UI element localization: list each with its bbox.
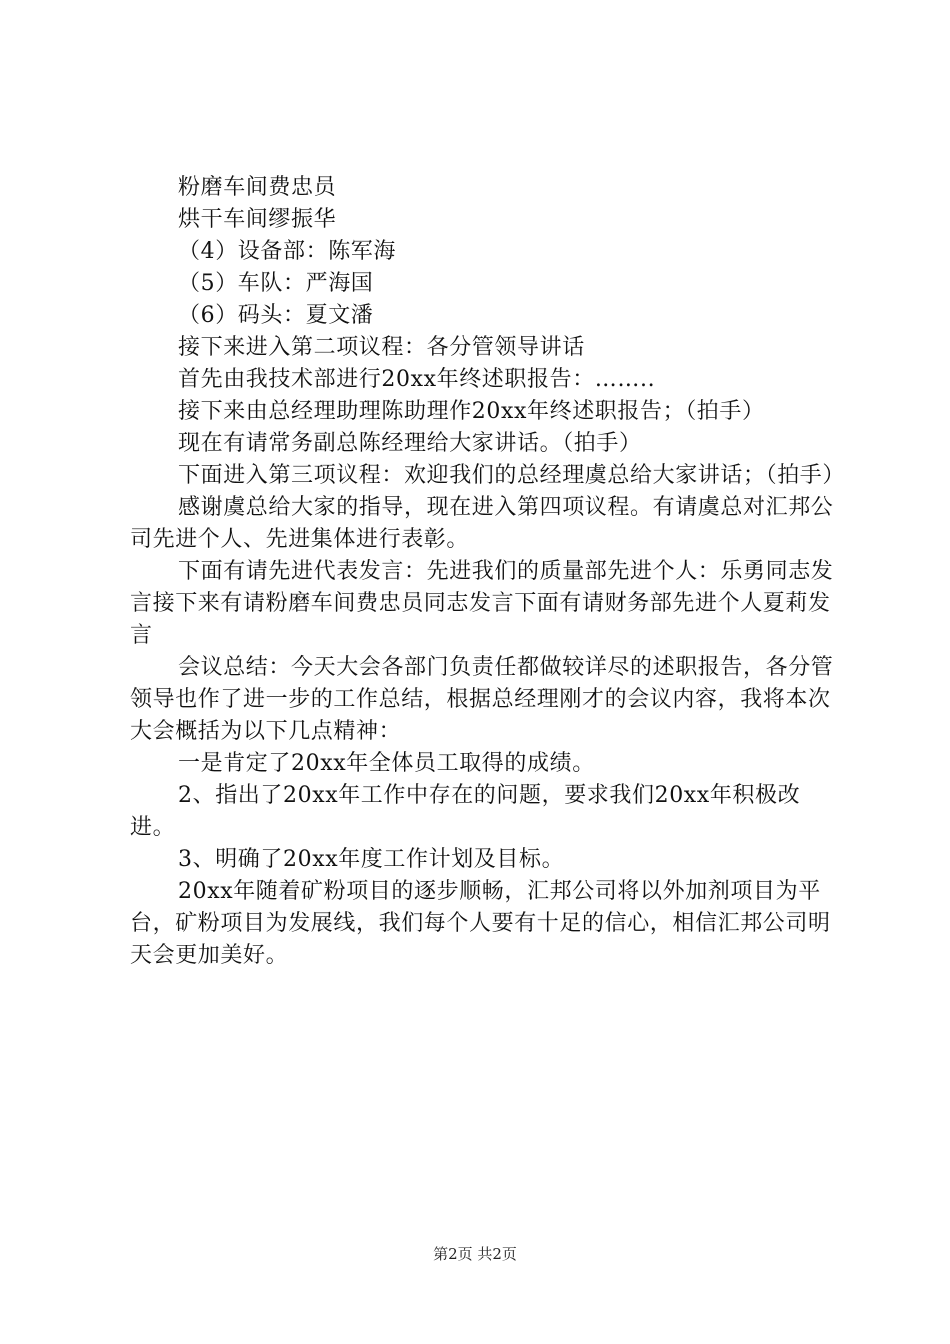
paragraph: 3、明确了20xx年度工作计划及目标。 <box>178 847 565 872</box>
paragraph: 感谢虞总给大家的指导，现在进入第四项议程。有请虞总对汇邦公司先进个人、先进集体进行表彰。 <box>130 495 834 552</box>
page-number: 第2页 共2页 <box>433 1245 517 1263</box>
paragraph: 粉磨车间费忠员 <box>178 175 337 200</box>
paragraph: 接下来进入第二项议程：各分管领导讲话 <box>178 335 585 360</box>
document-body <box>130 172 846 972</box>
paragraph: 现在有请常务副总陈经理给大家讲话。（拍手） <box>178 431 642 456</box>
paragraph: （4）设备部：陈军海 <box>178 239 396 264</box>
paragraph: 接下来由总经理助理陈助理作20xx年终述职报告；（拍手） <box>178 399 765 424</box>
page-footer <box>0 1244 950 1264</box>
paragraph: 下面有请先进代表发言：先进我们的质量部先进个人：乐勇同志发言接下来有请粉磨车间费忠员同志发言下面有请财务部先进个人夏莉发言 <box>130 559 834 648</box>
paragraph: 首先由我技术部进行20xx年终述职报告：…….. <box>178 367 656 392</box>
paragraph: （5）车队：严海国 <box>178 271 374 296</box>
paragraph: 2、指出了20xx年工作中存在的问题，要求我们20xx年积极改进。 <box>130 783 801 840</box>
paragraph: 一是肯定了20xx年全体员工取得的成绩。 <box>178 751 595 776</box>
paragraph: 下面进入第三项议程：欢迎我们的总经理虞总给大家讲话；（拍手） <box>178 463 846 488</box>
paragraph: 20xx年随着矿粉项目的逐步顺畅，汇邦公司将以外加剂项目为平台，矿粉项目为发展线，我们每个人要有十足的信心，相信汇邦公司明天会更加美好。 <box>130 879 831 968</box>
paragraph: 会议总结：今天大会各部门负责任都做较详尽的述职报告，各分管领导也作了进一步的工作总结，根据总经理刚才的会议内容，我将本次大会概括为以下几点精神： <box>130 655 834 744</box>
paragraph: 烘干车间缪振华 <box>178 207 337 232</box>
paragraph: （6）码头：夏文潘 <box>178 303 374 328</box>
